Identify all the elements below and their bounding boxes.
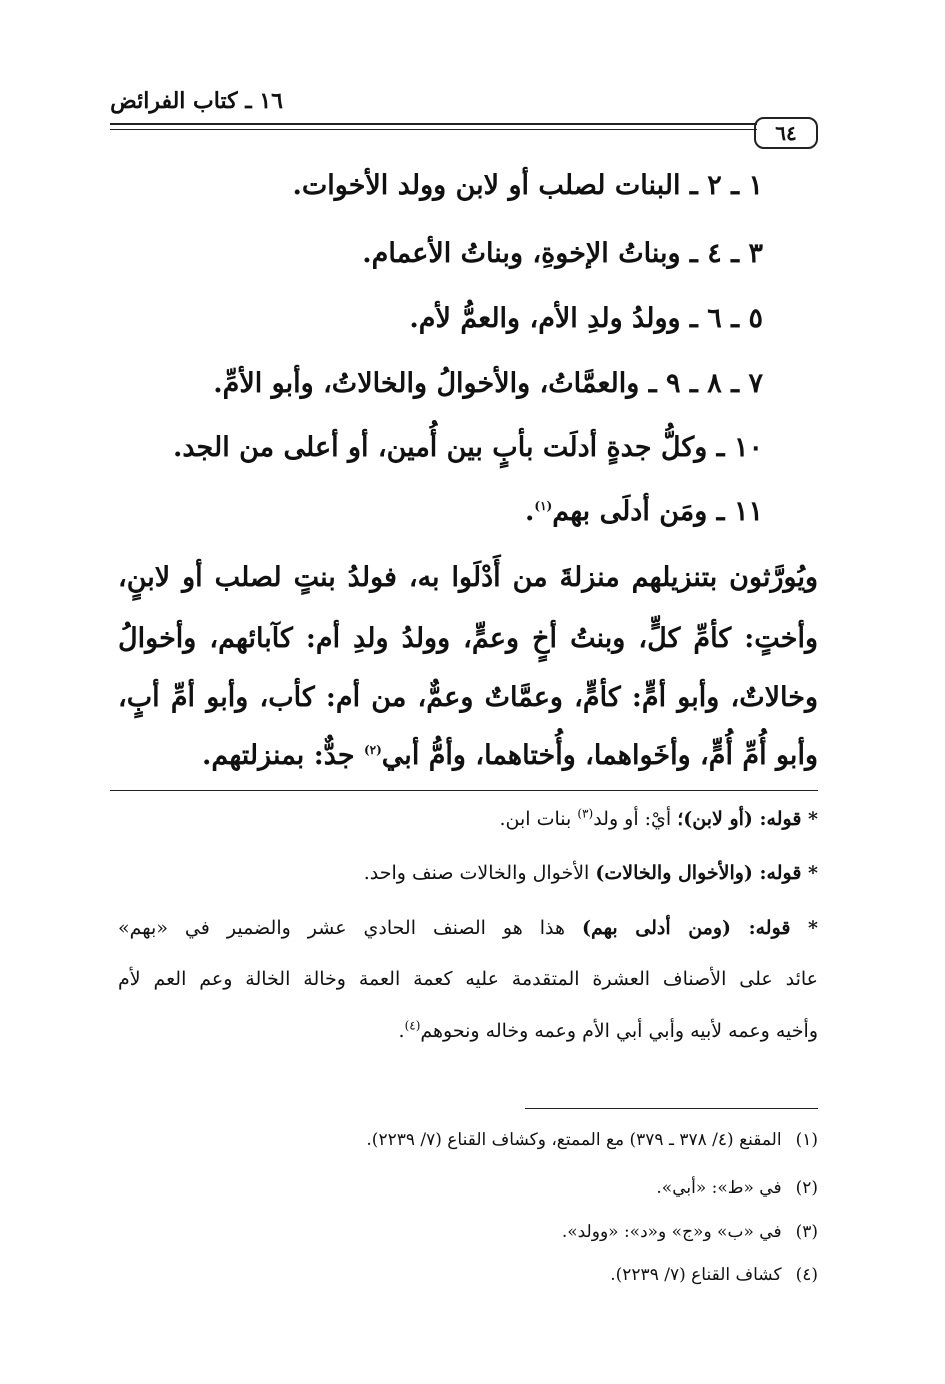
- list-item-text: ١١ ـ ومَن أدلَى بهم: [552, 496, 763, 527]
- footnote-text: المقنع (٤/ ٣٧٨ ـ ٣٧٩) مع الممتع، وكشاف القناع (٧/ ٢٢٣٩).: [366, 1130, 782, 1150]
- note-text: هذا هو الصنف الحادي عشر والضمير في «بهم»: [118, 917, 583, 939]
- commentary-note-line: عائد على الأصناف العشرة المتقدمة عليه كعمة العمة وخالة الخالة وعم العم لأم: [118, 968, 818, 990]
- list-item: [525, 496, 763, 527]
- list-item: ٥ ـ ٦ ـ وولدُ ولدِ الأم، والعمُّ لأم.: [409, 303, 763, 334]
- chapter-title: ١٦ ـ كتاب الفرائض: [110, 88, 283, 114]
- footnote-ref: (٣): [577, 806, 594, 821]
- footnote-ref: (٢): [363, 743, 382, 757]
- paragraph-text: وأبو أُمِّ أُمٍّ، وأخَواهما، وأُختاهما، وأمُّ أبي: [381, 740, 818, 771]
- paragraph-line: [118, 740, 818, 771]
- commentary-note: * قوله: (أو لابن)؛ أيْ: أو ولد$^{(٣)}$ بنات ابن.: [499, 806, 818, 830]
- footnote-number: (٤): [795, 1265, 818, 1285]
- footnote-number: (٢): [795, 1178, 818, 1198]
- paragraph-line: وأختٍ: كأمِّ كلٍّ، وبنتُ أخٍ وعمٍّ، وولدُ ولدِ أم: كآبائهم، وأخوالُ: [118, 623, 818, 654]
- page-number: ٦٤: [754, 117, 818, 149]
- commentary-note: * قوله: (والأخوال والخالات) الأخوال والخالات صنف واحد.: [363, 862, 818, 884]
- footnote-divider: [525, 1108, 818, 1109]
- note-text: بنات ابن.: [499, 808, 578, 830]
- list-item-end: .: [525, 496, 535, 527]
- footnote-text: في «ط»: «أبي».: [656, 1178, 782, 1198]
- footnote: [366, 1130, 818, 1150]
- list-item: ٧ ـ ٨ ـ ٩ ـ والعمَّاتُ، والأخوالُ والخالاتُ، وأبو الأمِّ.: [213, 368, 763, 399]
- list-item: ١ ـ ٢ ـ البنات لصلب أو لابن وولد الأخوات.: [292, 170, 763, 201]
- commentary-note-line: [118, 1020, 818, 1042]
- footnote-number: (١): [795, 1130, 818, 1150]
- footnote: [656, 1178, 818, 1198]
- paragraph-line: وخالاتٌ، وأبو أمٍّ: كأمٍّ، وعمَّاتٌ وعمٌّ، من أم: كأب، وأبو أمِّ أبٍ،: [118, 682, 818, 713]
- note-text: .: [398, 1020, 405, 1042]
- footnote-ref: (١): [534, 499, 553, 513]
- footnote-text: كشاف القناع (٧/ ٢٢٣٩).: [610, 1265, 782, 1285]
- paragraph-text: جدٌّ: بمنزلتهم.: [201, 740, 364, 771]
- note-lemma: قوله: (ومن أدلى بهم): [582, 917, 791, 939]
- note-lemma: قوله: (أو لابن)؛: [677, 808, 802, 830]
- footnote: [562, 1222, 818, 1242]
- paragraph-line: ويُورَّثون بتنزيلهم منزلةَ من أَدْلَوا به، فولدُ بنتٍ لصلب أو لابنٍ،: [118, 562, 818, 593]
- note-lemma: قوله: (والأخوال والخالات): [595, 862, 802, 884]
- footnote: [610, 1265, 818, 1285]
- note-text: الأخوال والخالات صنف واحد.: [363, 862, 596, 884]
- section-divider: [110, 790, 818, 791]
- footnote-text: في «ب» و«ج» و«د»: «وولد».: [561, 1222, 782, 1242]
- header-rule: [110, 123, 757, 125]
- footnote-number: (٣): [795, 1222, 818, 1242]
- note-text: أيْ: أو ولد: [593, 808, 678, 830]
- footnote-ref: (٤): [404, 1018, 421, 1033]
- note-text: وأخيه وعمه لأبيه وأبي أبي الأم وعمه وخاله ونحوهم: [420, 1020, 818, 1042]
- header-rule-thin: [110, 129, 757, 130]
- commentary-note: * قوله: (ومن أدلى بهم) هذا هو الصنف الحادي عشر والضمير في «بهم»: [118, 917, 818, 939]
- list-item: ١٠ ـ وكلُّ جدةٍ أدلَت بأبٍ بين أُمين، أو أعلى من الجد.: [172, 432, 763, 463]
- list-item: ٣ ـ ٤ ـ وبناتُ الإخوةِ، وبناتُ الأعمام.: [362, 238, 763, 269]
